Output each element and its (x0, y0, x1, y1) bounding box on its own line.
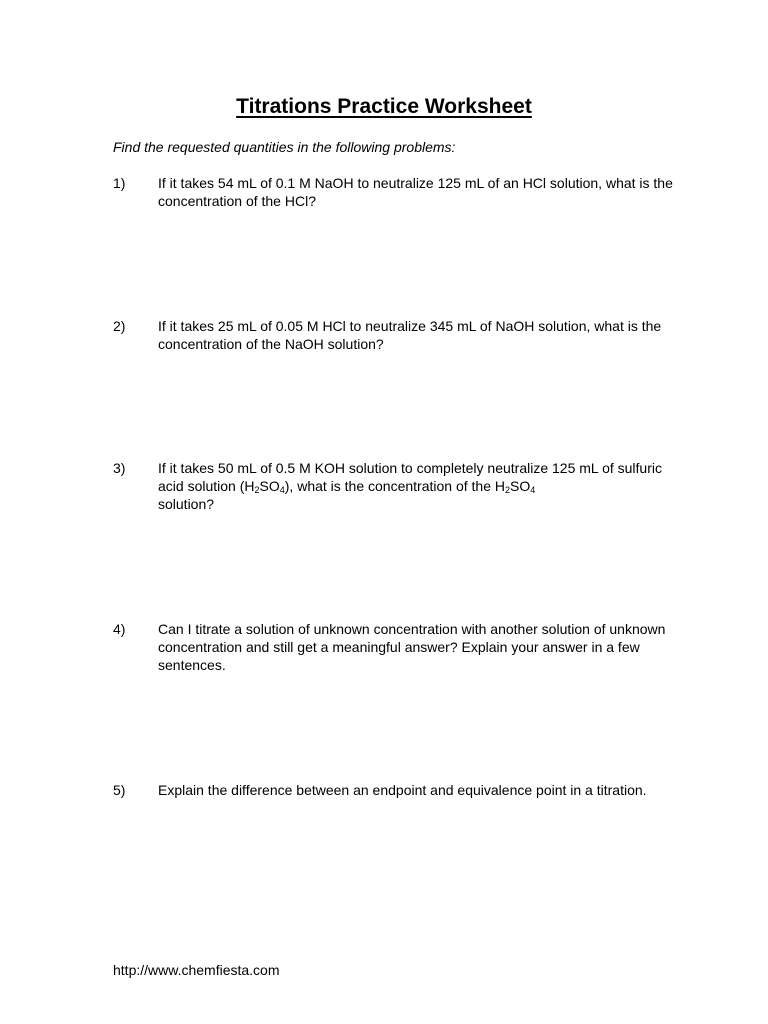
question-text: Can I titrate a solution of unknown concentration with another solution of unknown concentration and still get a meaningful answer? Explain your answer in a few sentences. (158, 621, 666, 673)
question-number: 5) (113, 782, 126, 798)
question-text: If it takes 25 mL of 0.05 M HCl to neutralize 345 mL of NaOH solution, what is the concentration of the NaOH solution? (158, 318, 662, 352)
footer-url: http://www.chemfiesta.com (113, 962, 280, 978)
question-text: Explain the difference between an endpoint and equivalence point in a titration. (158, 782, 647, 798)
subscript: 4 (279, 485, 285, 495)
subscript: 2 (505, 485, 511, 495)
question-text-part: SO (510, 478, 531, 494)
question-text-part: SO (259, 478, 280, 494)
question-number: 1) (113, 175, 126, 191)
question-text-part: solution? (158, 496, 215, 512)
instructions-text: Find the requested quantities in the following problems: (113, 139, 456, 155)
question-text-part: ), what is the concentration of the H (284, 478, 505, 494)
page-title: Titrations Practice Worksheet (236, 95, 532, 118)
question-text (158, 459, 678, 513)
question-number: 3) (113, 460, 126, 476)
question-text-part: If it takes 50 mL of 0.5 M KOH solution to completely neutralize 125 mL of sulfuric acid solution (H (158, 460, 662, 494)
subscript: 4 (530, 485, 536, 495)
question-number: 2) (113, 318, 126, 334)
subscript: 2 (254, 485, 260, 495)
question-number: 4) (113, 621, 126, 637)
question-text: If it takes 54 mL of 0.1 M NaOH to neutralize 125 mL of an HCl solution, what is the concentration of the HCl? (158, 175, 673, 209)
